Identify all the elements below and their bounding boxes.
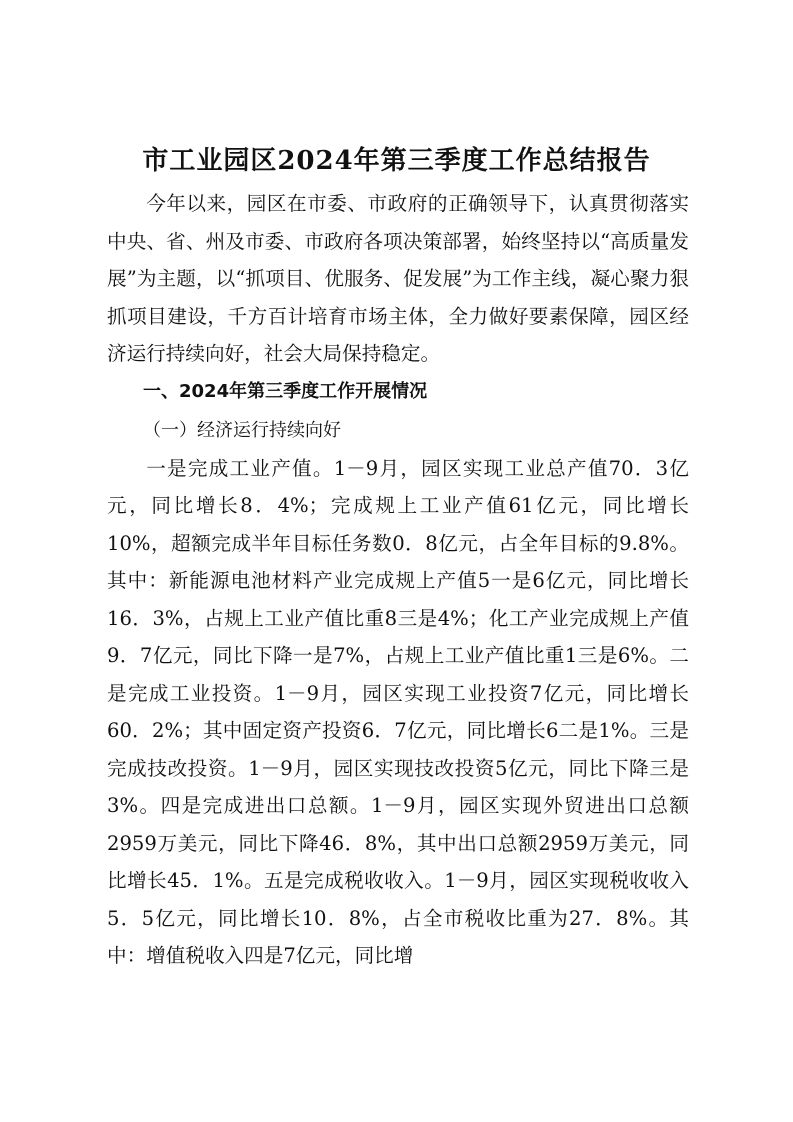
body-paragraph: 一是完成工业产值。1－9月，园区实现工业总产值70．3亿元，同比增长8．4%；完成规上工业产值61亿元，同比增长10%，超额完成半年目标任务数0．8亿元，占全年目标的9.8%。其中：新能源电池材料产业完成规上产值5一是6亿元，同比增长16．3%，占规上工业产值比重8三是4%；化工产业完成规上产值9．7亿元，同比下降一是7%，占规上工业产值比重1三是6%。二是完成工业投资。1－9月，园区实现工业投资7亿元，同比增长60．2%；其中固定资产投资6．7亿元，同比增长6二是1%。三是完成技改投资。1－9月，园区实现技改投资5亿元，同比下降三是3%。四是完成进出口总额。1－9月，园区实现外贸进出口总额2959万美元，同比下降46．8%，其中出口总额2959万美元，同比增长45．1%。五是完成税收收入。1－9月，园区实现税收收入5．5亿元，同比增长10．8%，占全市税收比重为27．8%。其中：增值税收入四是7亿元，同比增 bbox=[107, 456, 689, 967]
document-body bbox=[107, 185, 689, 975]
intro-paragraph: 今年以来，园区在市委、市政府的正确领导下，认真贯彻落实中央、省、州及市委、市政府各项决策部署，始终坚持以“高质量发展”为主题，以“抓项目、优服务、促发展”为工作主线，凝心聚力狠抓项目建设，千方百计培育市场主体，全力做好要素保障，园区经济运行持续向好，社会大局保持稳定。 bbox=[107, 192, 689, 365]
subsection-heading: （一）经济运行持续向好 bbox=[143, 420, 341, 441]
document-title: 市工业园区2024年第三季度工作总结报告 bbox=[142, 146, 651, 176]
section-heading: 一、2024年第三季度工作开展情况 bbox=[143, 380, 428, 402]
